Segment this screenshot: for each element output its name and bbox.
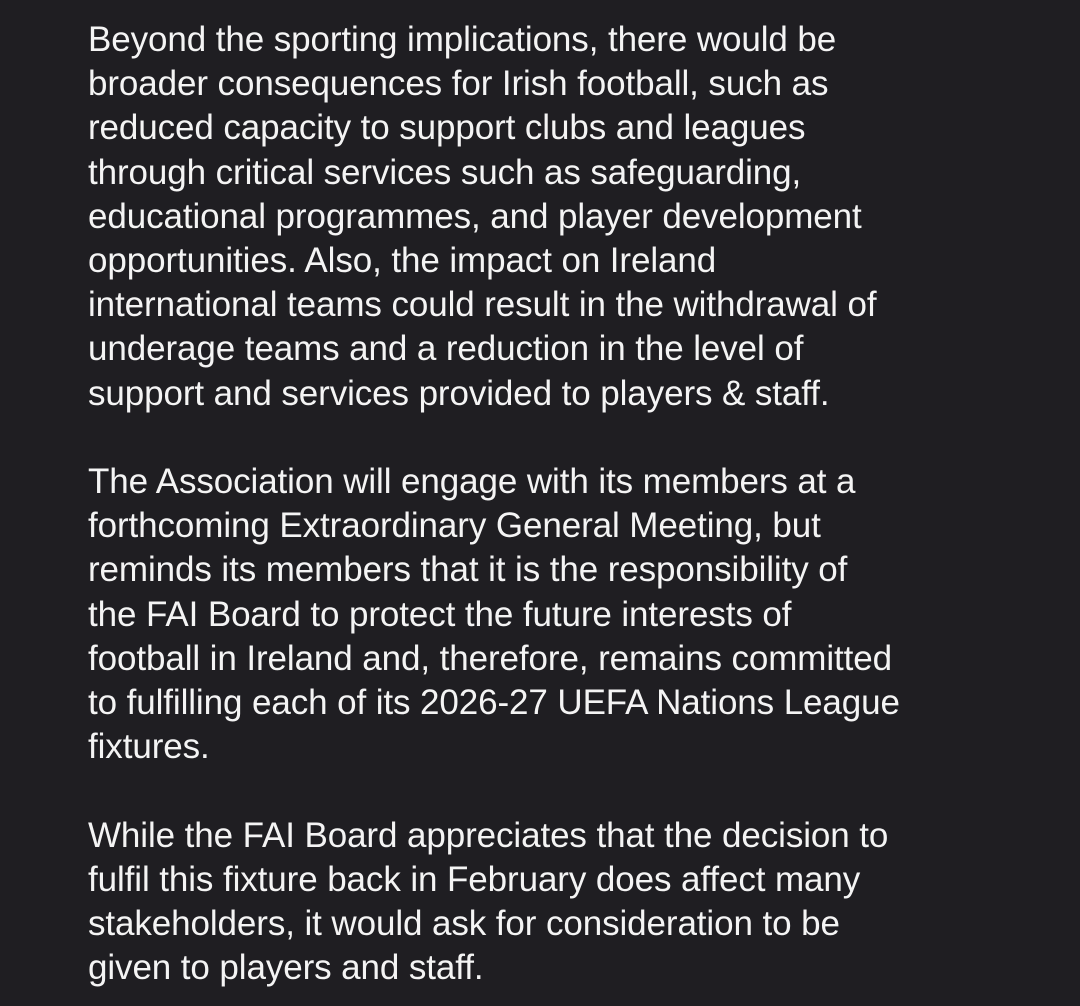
paragraph-broader-consequences: Beyond the sporting implications, there would be broader consequences for Irish football, such as reduced capacity to support clubs and leagues through critical services such as safeguarding, educational programmes, and player development opportunities. Also, the impact on Ireland international teams could result in the withdrawal of underage teams and a reduction in the level of support and services provided to players & staff. <box>88 20 877 413</box>
paragraph-egm-nations-league: The Association will engage with its members at a forthcoming Extraordinary General Meeting, but reminds its members that it is the responsibility of the FAI Board to protect the future interests of football in Ireland and, therefore, remains committed to fulfilling each of its 2026-27 UEFA Nations League fixtures. <box>88 462 900 767</box>
paragraph-board-consideration: While the FAI Board appreciates that the decision to fulfil this fixture back in February does affect many stakeholders, it would ask for consideration to be given to players and staff. <box>88 815 889 988</box>
